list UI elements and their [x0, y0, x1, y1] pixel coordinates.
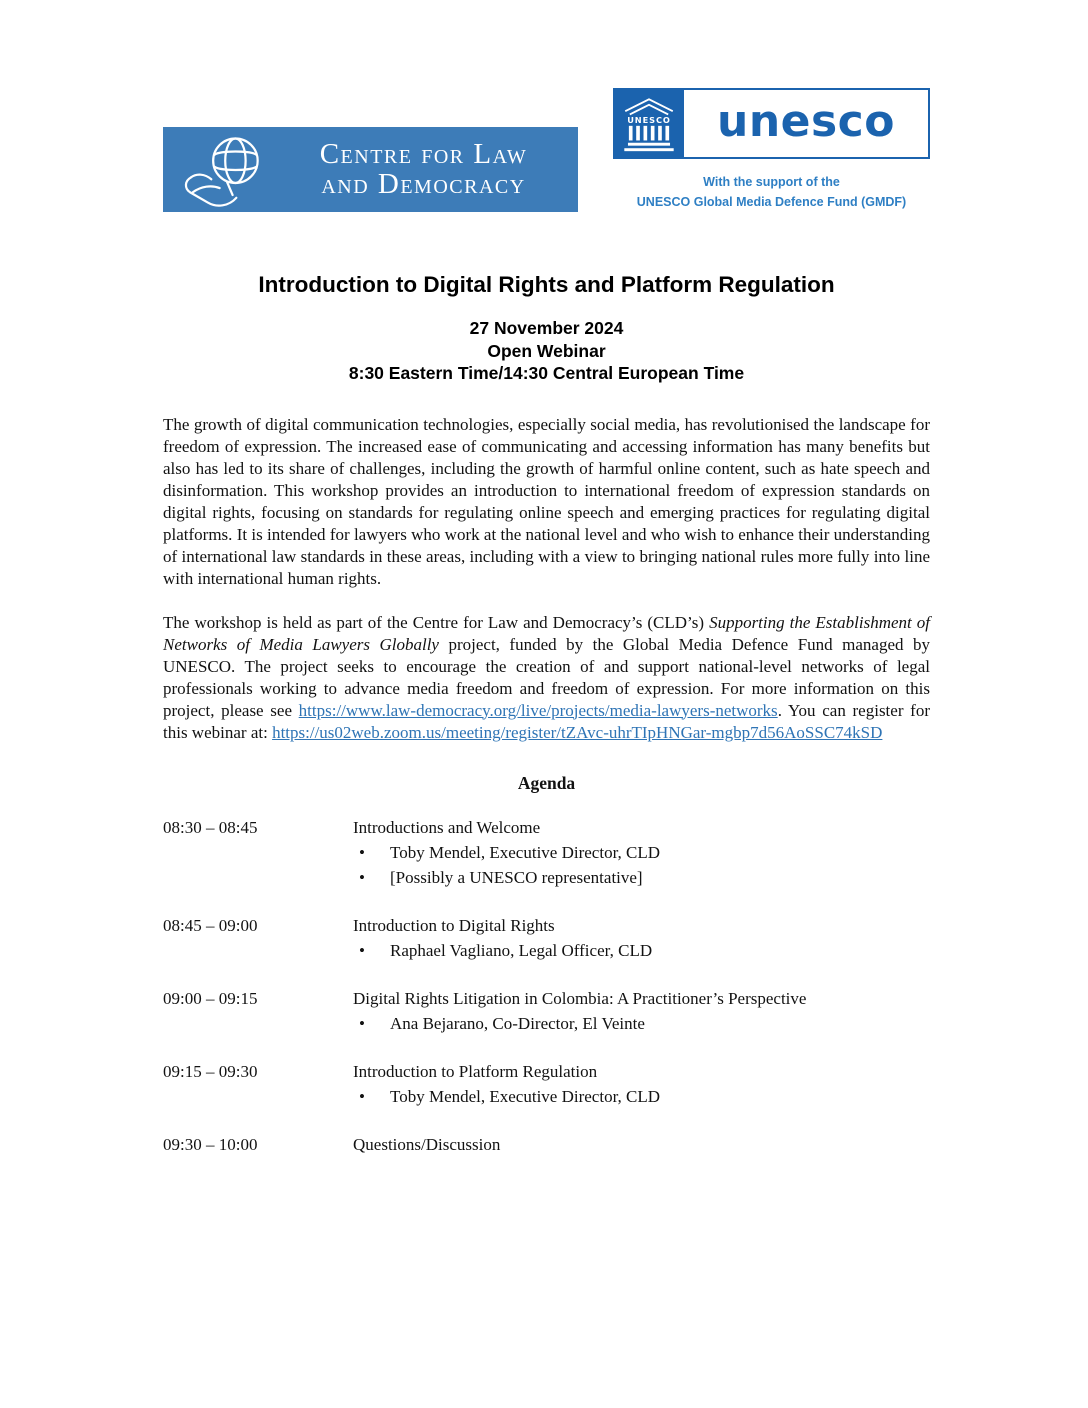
- unesco-wordmark: unesco: [684, 88, 930, 159]
- agenda-item: [163, 914, 930, 963]
- agenda-session: [353, 987, 930, 1036]
- agenda-item: [163, 1060, 930, 1109]
- unesco-temple-icon: [613, 88, 684, 159]
- hand-globe-icon: [177, 132, 279, 208]
- paragraph-text-segment: project, funded by the Global Media Defence Fund managed by UNESCO. The project seeks to encourage the creation of and support national-level networks of legal professionals working to advance media freedom and freedom of expression. For more information on this project, please see: [163, 634, 931, 720]
- project-paragraph: [163, 612, 930, 744]
- agenda-session-title: Digital Rights Litigation in Colombia: A Practitioner’s Perspective: [353, 988, 807, 1008]
- agenda-time: 08:45 – 09:00: [163, 915, 258, 935]
- event-time: 8:30 Eastern Time/14:30 Central European Time: [348, 363, 745, 383]
- unesco-support-text: [613, 172, 930, 212]
- unesco-support-line2: UNESCO Global Media Defence Fund (GMDF): [636, 195, 907, 209]
- agenda-speaker: • Raphael Vagliano, Legal Officer, CLD: [353, 938, 930, 963]
- cld-logo: [163, 127, 578, 212]
- agenda-session-title: Questions/Discussion: [353, 1134, 501, 1154]
- agenda-speaker: • Ana Bejarano, Co-Director, El Veinte: [353, 1011, 930, 1036]
- agenda-session: [353, 1133, 930, 1157]
- agenda-session-title: Introductions and Welcome: [353, 817, 541, 837]
- agenda-speaker-list: [353, 938, 930, 963]
- agenda-session: [353, 914, 930, 963]
- agenda-item: [163, 987, 930, 1036]
- agenda-item: [163, 816, 930, 890]
- event-type: Open Webinar: [487, 340, 606, 361]
- cld-logo-text: [279, 137, 568, 200]
- zoom-registration-link[interactable]: https://us02web.zoom.us/meeting/register/tZAvc-uhrTIpHNGar-mgbp7d56AoSSC74kSD: [272, 722, 883, 742]
- unesco-support-line1: With the support of the: [703, 175, 840, 189]
- agenda-speaker-list: [353, 1011, 930, 1036]
- agenda-speaker: • [Possibly a UNESCO representative]: [353, 865, 930, 890]
- agenda-session: [353, 1060, 930, 1109]
- agenda-list: [163, 816, 930, 1157]
- agenda-time: 09:00 – 09:15: [163, 988, 258, 1008]
- svg-text:UNESCO: UNESCO: [626, 114, 671, 125]
- media-lawyers-networks-link[interactable]: https://www.law-democracy.org/live/projects/media-lawyers-networks: [298, 700, 778, 720]
- agenda-session: [353, 816, 930, 890]
- agenda-time: 09:30 – 10:00: [163, 1134, 258, 1154]
- event-date: 27 November 2024: [469, 318, 624, 338]
- unesco-logo-block: [613, 88, 930, 212]
- cld-logo-line2: and Democracy: [321, 167, 526, 200]
- agenda-speaker-list: [353, 840, 930, 890]
- paragraph-text-segment: The workshop is held as part of the Centre for Law and Democracy’s (CLD’s): [163, 612, 710, 632]
- agenda-item: [163, 1133, 930, 1157]
- unesco-logo: [613, 88, 930, 159]
- event-meta: [163, 317, 930, 385]
- cld-logo-line1: Centre for Law: [319, 137, 528, 170]
- agenda-speaker-list: [353, 1084, 930, 1109]
- paragraph-text-segment: . You can register for this webinar at:: [163, 700, 930, 742]
- agenda-heading: Agenda: [517, 772, 576, 793]
- agenda-session-title: Introduction to Platform Regulation: [353, 1061, 598, 1081]
- agenda-session-title: Introduction to Digital Rights: [353, 915, 555, 935]
- agenda-speaker: • Toby Mendel, Executive Director, CLD: [353, 1084, 930, 1109]
- agenda-speaker: • Toby Mendel, Executive Director, CLD: [353, 840, 930, 865]
- project-name-italic: Supporting the Establishment of Networks of Media Lawyers Globally: [163, 612, 930, 654]
- logo-header: [163, 0, 930, 212]
- agenda-time: 09:15 – 09:30: [163, 1061, 258, 1081]
- document-title: Introduction to Digital Rights and Platform Regulation: [258, 272, 835, 297]
- intro-paragraph: The growth of digital communication technologies, especially social media, has revolutionised the landscape for freedom of expression. The increased ease of communicating and accessing information has many benefits but also has led to its share of challenges, including the growth of harmful online content, such as hate speech and disinformation. This workshop provides an introduction to international freedom of expression standards on digital rights, focusing on standards for regulating online speech and emerging practices for regulating digital platforms. It is intended for lawyers who work at the national level and who wish to enhance their understanding of international law standards in these areas, including with a view to bringing national rules more fully into line with international human rights.: [163, 414, 930, 588]
- agenda-time: 08:30 – 08:45: [163, 817, 258, 837]
